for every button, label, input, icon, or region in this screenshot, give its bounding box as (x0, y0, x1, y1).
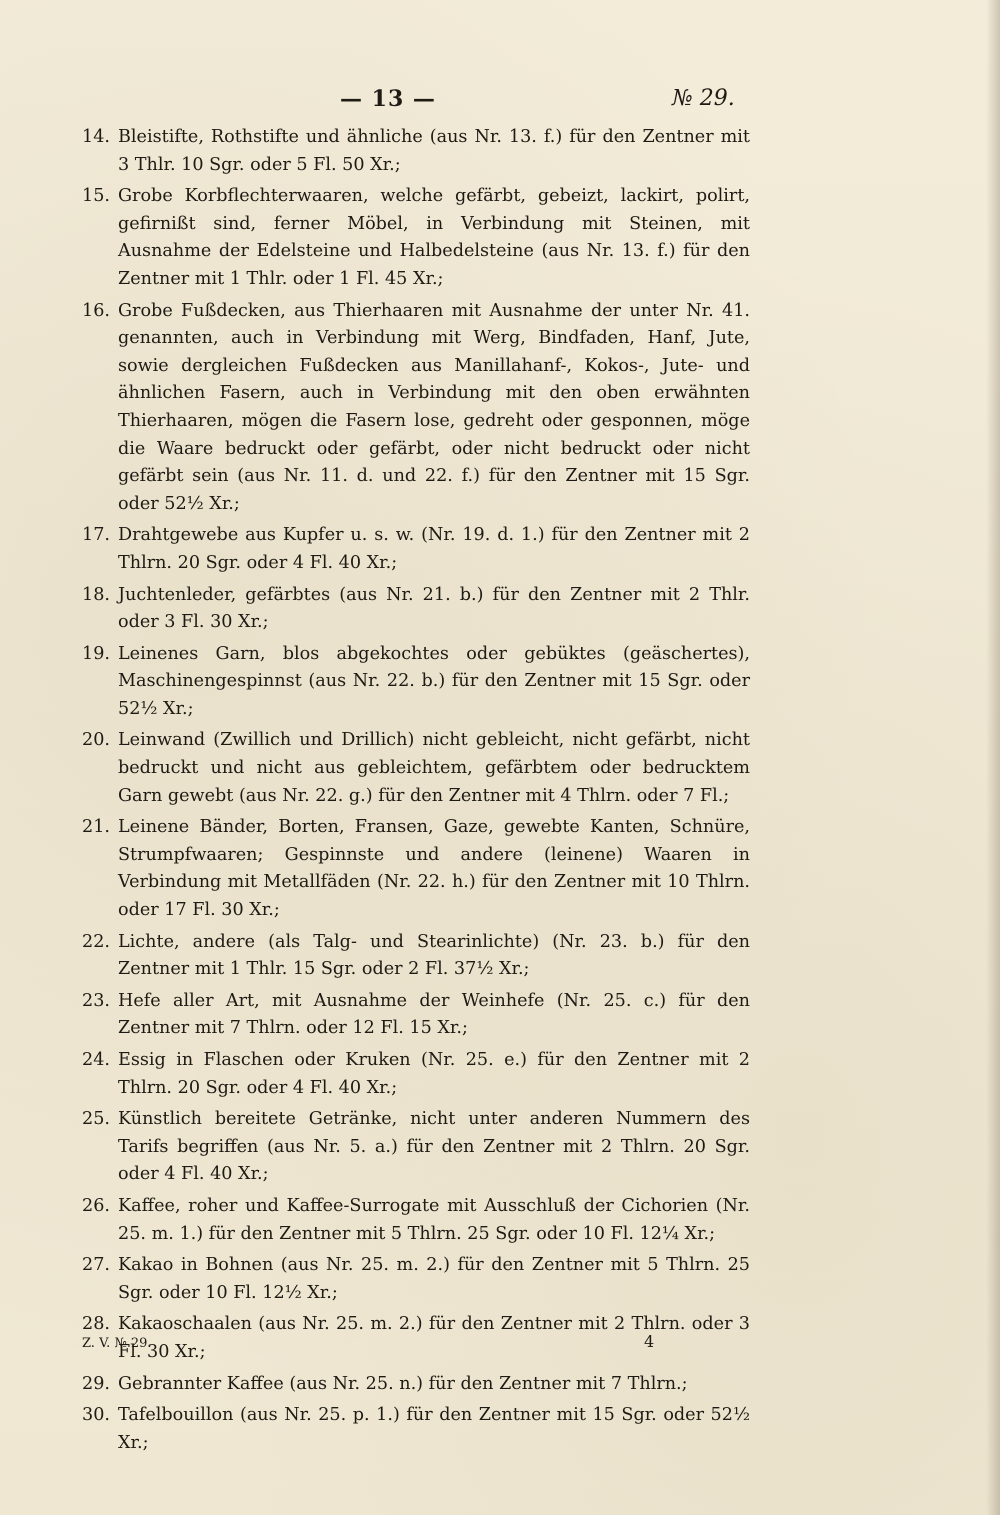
entry-text: Lichte, andere (als Talg- und Stearinlichte) (Nr. 23. b.) für den Zentner mit 1 Thlr. 15 Sgr. oder 2 Fl. 37½ Xr.; (118, 931, 750, 980)
tariff-entry (82, 1106, 750, 1189)
document-number: № 29. (672, 86, 735, 111)
entry-text: Grobe Korbflechterwaaren, welche gefärbt, gebeizt, lackirt, polirt, gefirnißt sind, ferner Möbel, in Verbindung mit Steinen, mit Ausnahme der Edelsteine und Halbedelsteine (aus Nr. 13. f.) für den Zentner mit 1 Thlr. oder 1 Fl. 45 Xr.; (118, 186, 750, 289)
entry-number: 18. (82, 584, 110, 605)
page-edge-shadow (986, 0, 1000, 1515)
entry-text: Kakao in Bohnen (aus Nr. 25. m. 2.) für den Zentner mit 5 Thlrn. 25 Sgr. oder 10 Fl. 12½ Xr.; (118, 1255, 750, 1303)
entry-text: Künstlich bereitete Getränke, nicht unter anderen Nummern des Tarifs begriffen (aus Nr. 5. a.) für den Zentner mit 2 Thlrn. 20 Sgr. oder 4 Fl. 40 Xr.; (118, 1109, 750, 1185)
entry-text: Kakaoschaalen (aus Nr. 25. m. 2.) für den Zentner mit 2 Thlrn. oder 3 Fl. 30 Xr.; (118, 1314, 750, 1362)
tariff-entry (82, 124, 750, 179)
printer-signature: Z. V. № 29. (82, 1336, 152, 1351)
tariff-entry (82, 1047, 750, 1102)
entry-number: 30. (82, 1405, 110, 1426)
entry-text: Leinenes Garn, blos abgekochtes oder gebüktes (geäschertes), Maschinengespinnst (aus Nr. 22. b.) für den Zentner mit 15 Sgr. oder 52½ Xr.; (118, 643, 750, 719)
tariff-entry (82, 641, 750, 724)
tariff-entry (82, 1371, 750, 1399)
entry-text: Juchtenleder, gefärbtes (aus Nr. 21. b.) für den Zentner mit 2 Thlr. oder 3 Fl. 30 Xr.; (118, 584, 750, 633)
page-header (0, 86, 1000, 116)
tariff-entry (82, 1402, 750, 1457)
sheet-number: 4 (644, 1332, 655, 1351)
entry-number: 23. (82, 990, 110, 1011)
entry-number: 26. (82, 1195, 110, 1216)
tariff-entry (82, 183, 750, 293)
entry-text: Kaffee, roher und Kaffee-Surrogate mit Ausschluß der Cichorien (Nr. 25. m. 1.) für den Zentner mit 5 Thlrn. 25 Sgr. oder 10 Fl. 12¼ Xr.; (118, 1195, 750, 1244)
entry-number: 19. (82, 643, 110, 664)
tariff-entry-list (82, 124, 750, 1461)
entry-number: 29. (82, 1373, 110, 1394)
entry-number: 15. (82, 186, 110, 207)
tariff-entry (82, 1252, 750, 1307)
entry-number: 27. (82, 1255, 110, 1276)
tariff-entry (82, 1193, 750, 1248)
tariff-entry (82, 727, 750, 810)
entry-number: 21. (82, 817, 110, 838)
entry-text: Essig in Flaschen oder Kruken (Nr. 25. e.) für den Zentner mit 2 Thlrn. 20 Sgr. oder 4 Fl. 40 Xr.; (118, 1050, 750, 1098)
entry-number: 28. (82, 1314, 110, 1335)
entry-number: 20. (82, 730, 110, 751)
entry-text: Bleistifte, Rothstifte und ähnliche (aus Nr. 13. f.) für den Zentner mit 3 Thlr. 10 Sgr. oder 5 Fl. 50 Xr.; (118, 127, 750, 175)
tariff-entry (82, 298, 750, 519)
entry-number: 24. (82, 1050, 110, 1070)
tariff-entry (82, 582, 750, 637)
page-footer (82, 1332, 750, 1360)
tariff-entry (82, 814, 750, 924)
entry-text: Leinwand (Zwillich und Drillich) nicht gebleicht, nicht gefärbt, nicht bedruckt und nicht aus gebleichtem, gefärbtem oder bedrucktem Garn gewebt (aus Nr. 22. g.) für den Zentner mit 4 Thlrn. oder 7 Fl.; (118, 730, 750, 806)
entry-text: Leinene Bänder, Borten, Fransen, Gaze, gewebte Kanten, Schnüre, Strumpfwaaren; Gespinnste und andere (leinene) Waaren in Verbindung mit Metallfäden (Nr. 22. h.) für den Zentner mit 10 Thlrn. oder 17 Fl. 30 Xr.; (118, 817, 750, 921)
entry-number: 22. (82, 931, 110, 952)
entry-number: 16. (82, 300, 110, 321)
entry-text: Drahtgewebe aus Kupfer u. s. w. (Nr. 19. d. 1.) für den Zentner mit 2 Thlrn. 20 Sgr. oder 4 Fl. 40 Xr.; (118, 525, 750, 573)
entry-text: Grobe Fußdecken, aus Thierhaaren mit Ausnahme der unter Nr. 41. genannten, auch in Verbindung mit Werg, Bindfaden, Hanf, Jute, sowie dergleichen Fußdecken aus Manillahanf-, Kokos-, Jute- und ähnlichen Fasern, auch in Verbindung mit den oben erwähnten Thierhaaren, mögen die Fasern lose, gedreht oder gesponnen, möge die Waare bedruckt oder gefärbt, oder nicht bedruckt oder nicht gefärbt sein (aus Nr. 11. d. und 22. f.) für den Zentner mit 15 Sgr. oder 52½ Xr.; (118, 300, 750, 514)
tariff-entry (82, 522, 750, 577)
entry-text: Tafelbouillon (aus Nr. 25. p. 1.) für den Zentner mit 15 Sgr. oder 52½ Xr.; (118, 1405, 750, 1453)
entry-text: Gebrannter Kaffee (aus Nr. 25. n.) für den Zentner mit 7 Thlrn.; (118, 1373, 688, 1394)
tariff-entry (82, 929, 750, 984)
entry-number: 25. (82, 1109, 110, 1130)
entry-text: Hefe aller Art, mit Ausnahme der Weinhefe (Nr. 25. c.) für den Zentner mit 7 Thlrn. oder 12 Fl. 15 Xr.; (118, 990, 750, 1039)
entry-number: 14. (82, 127, 110, 147)
entry-number: 17. (82, 525, 110, 546)
tariff-entry (82, 988, 750, 1043)
page-number: — 13 — (340, 86, 436, 112)
